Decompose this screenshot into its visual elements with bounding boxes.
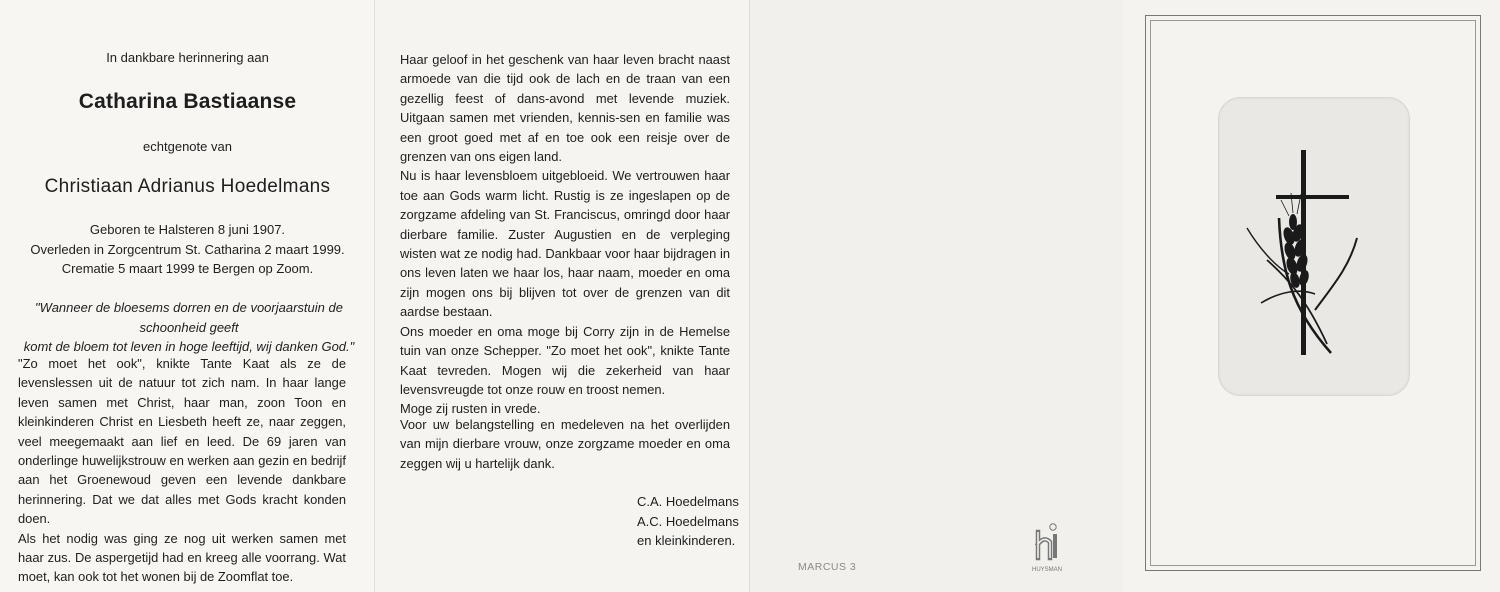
signer: en kleinkinderen. <box>637 533 736 548</box>
cremation-line: Crematie 5 maart 1999 te Bergen op Zoom. <box>61 261 314 276</box>
cross-with-wheat-icon <box>1219 98 1409 395</box>
life-dates <box>0 220 375 279</box>
death-line: Overleden in Zorgcentrum St. Catharina 2 maart 1999. <box>30 241 345 257</box>
paragraph: "Zo moet het ook", knikte Tante Kaat als ze de levenslessen uit de natuur tot zich nam. In haar lange leven samen met Christ, haar man, zoon Toon en kleinkinderen Christ en Liesbeth heeft ze, naar zeggen, veel meegemaakt aan lief en leed. De 69 jaren van onderlinge huwelijkstrouw en werken aan gezin en bedrijf aan het Groenewoud geven een levende dankbare herinnering. Dat we dat alles met Gods kracht konden doen. <box>18 356 346 527</box>
spouse-name: Christiaan Adrianus Hoedelmans <box>44 176 331 197</box>
signer: A.C. Hoedelmans <box>637 513 739 529</box>
thanks-text: Voor uw belangstelling en medeleven na het overlijden van mijn dierbare vrouw, onze zorgzame moeder en oma zeggen wij u hartelijk dank. <box>400 417 730 471</box>
card-panel-front <box>1123 0 1500 592</box>
quote-line: komt de bloem tot leven in hoge leeftijd, wij danken God." <box>23 339 355 354</box>
product-code: MARCUS 3 <box>798 561 857 573</box>
intro-text: In dankbare herinnering aan <box>106 50 269 65</box>
card-panel-back <box>750 0 1123 592</box>
card-panel-left <box>0 0 375 592</box>
huysman-logo-icon <box>1032 522 1068 573</box>
paragraph: Ons moeder en oma moge bij Corry zijn in de Hemelse tuin van onze Schepper. "Zo moet het ook", knikte Tante Kaat tevreden. Mogen wij die zekerheid van haar levensvreugde tot onze rouw en troost nemen. <box>400 323 730 397</box>
spouse-label: echtgenote van <box>143 139 232 154</box>
quote-line: "Wanneer de bloesems dorren en de voorjaarstuin de schoonheid geeft <box>35 300 343 335</box>
logo-text: HUYSMAN <box>1032 567 1063 573</box>
deceased-name: Catharina Bastiaanse <box>78 90 297 113</box>
card-panel-middle <box>375 0 750 592</box>
biography-text <box>18 354 346 587</box>
emblem-card <box>1218 97 1410 396</box>
memorial-quote <box>14 298 364 357</box>
signers <box>637 492 737 551</box>
paragraph: Haar geloof in het geschenk van haar leven bracht naast armoede van die tijd ook de lach en de traan van een gezellig feest of dans-avond met levende muziek. Uitgaan samen met vrienden, kennis-sen en familie was een groot goed met af en toe ook een reisje over de grenzen van ons eigen land. <box>400 52 730 165</box>
tribute-text <box>400 50 730 419</box>
paragraph: Als het nodig was ging ze nog uit werken samen met haar zus. De aspergetijd had en kreeg alle voorrang. Wat moet, kan ook tot het wonen bij de Zoomflat toe. <box>18 530 346 585</box>
paragraph: Moge zij rusten in vrede. <box>400 401 541 417</box>
paragraph: Nu is haar levensbloem uitgebloeid. We vertrouwen haar toe aan Gods warm licht. Rustig is ze ingeslapen op de zorgzame afdeling van St. Franciscus, omringd door haar dierbare familie. Zuster Augustien en de verpleging wisten wat ze nodig had. Dankbaar voor haar bijdragen in ons leven laten we haar los, haar naam, moeder en oma zijn mogen ons bij blijven tot over de grenzen van dit aardse bestaan. <box>400 168 730 320</box>
birth-line: Geboren te Halsteren 8 juni 1907. <box>89 222 286 237</box>
signer: C.A. Hoedelmans <box>637 494 739 509</box>
